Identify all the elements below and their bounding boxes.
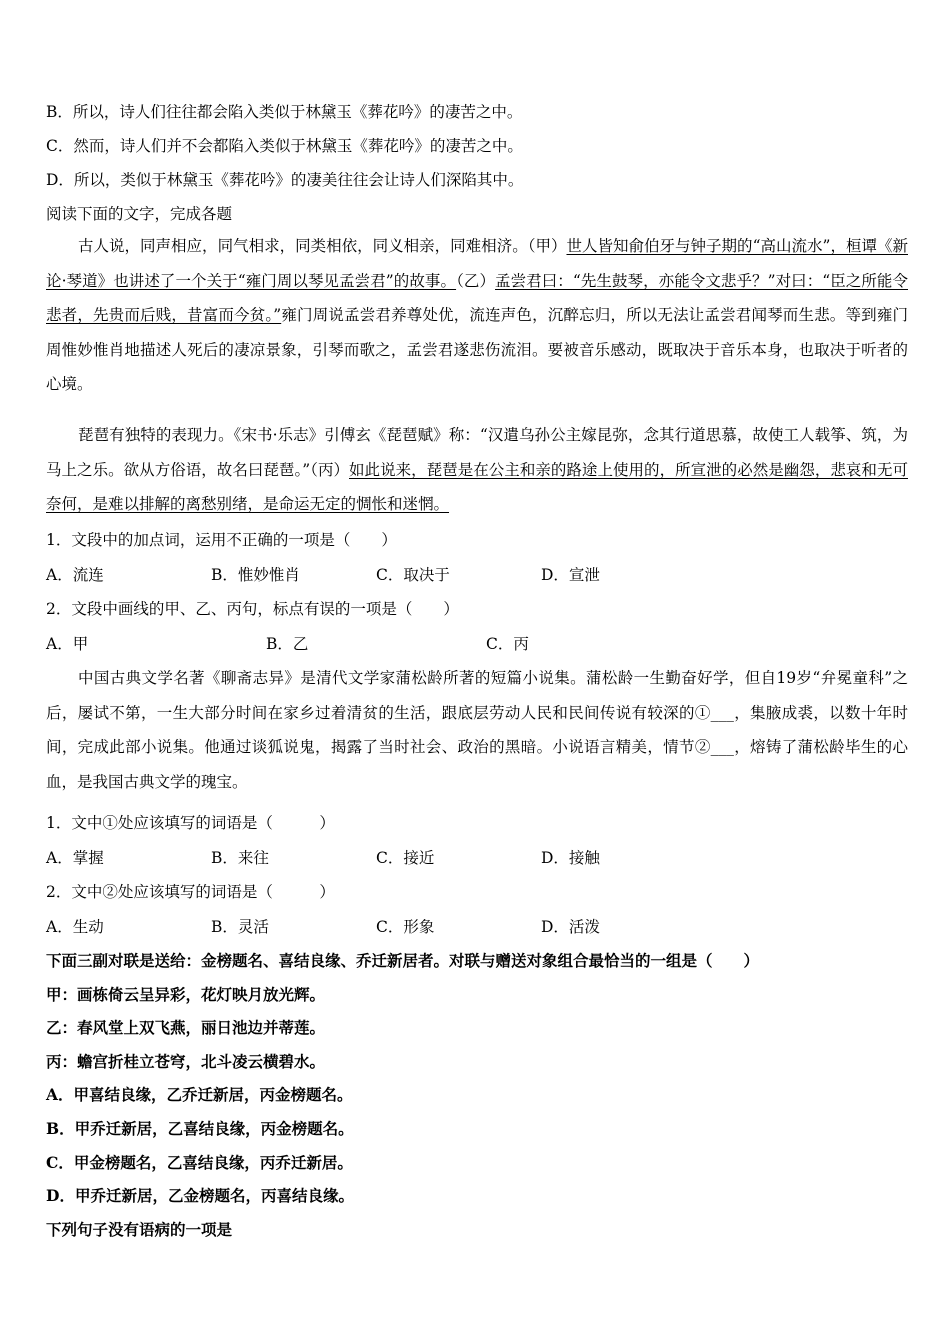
reading-q2-stem: 2．文段中画线的甲、乙、丙句，标点有误的一项是（ ） xyxy=(46,600,459,618)
reading-q1-stem: 1．文段中的加点词，运用不正确的一项是（ ） xyxy=(46,531,397,549)
couplets-option-c: C．甲金榜题名，乙喜结良缘，丙乔迁新居。 xyxy=(46,1153,353,1172)
liaozhai-q1-stem: 1．文中①处应该填写的词语是（ ） xyxy=(46,814,335,832)
couplet-yi: 乙：春风堂上双飞燕，丽日池边并蒂莲。 xyxy=(46,1018,326,1037)
option-d-text: D．所以，类似于林黛玉《葬花吟》的凄美往往会让诗人们深陷其中。 xyxy=(46,171,524,189)
underlined-sentence-jia: 世人皆知俞伯牙与钟子期的“高山流水”，桓谭《新论·琴道》也讲述了一个关于“雍门周以琴见孟尝君”的故事。 xyxy=(46,237,908,290)
liaozhai-q1-option-d: D．接触 xyxy=(541,849,600,867)
underlined-sentence-bing: 如此说来，琵琶是在公主和亲的路途上使用的，所宣泄的必然是幽怨，悲哀和无可奈何，是难以排解的离愁别绪，是命运无定的惆怅和迷惘。 xyxy=(46,460,908,513)
option-b-text: B．所以，诗人们往往都会陷入类似于林黛玉《葬花吟》的凄苦之中。 xyxy=(46,103,523,121)
couplets-option-a: A．甲喜结良缘，乙乔迁新居，丙金榜题名。 xyxy=(46,1085,353,1104)
reading-q1-option-d: D．宣泄 xyxy=(541,566,600,584)
reading-instruction: 阅读下面的文字，完成各题 xyxy=(46,205,233,223)
option-c-text: C．然而，诗人们并不会都陷入类似于林黛玉《葬花吟》的凄苦之中。 xyxy=(46,137,523,155)
reading-paragraph-1: 古人说，同声相应，同气相求，同类相依，同义相亲，同难相济。（甲）世人皆知俞伯牙与钟子期的“高山流水”，桓谭《新论·琴道》也讲述了一个关于“雍门周以琴见孟尝君”的故事。（乙）孟尝君曰：“先生鼓琴，亦能令文悲乎？”对曰：“臣之所能令悲者，先贵而后贱，昔富而今贫。”雍门周说孟尝君养尊处优，流连声色，沉醉忘归，所以无法让孟尝君闻琴而生悲。等到雍门周惟妙惟肖地描述人死后的凄凉景象，引琴而歌之，孟尝君遂悲伤流泪。要被音乐感动，既取决于音乐本身，也取决于听者的心境。 xyxy=(46,237,908,393)
reading-q1-option-a: A．流连 xyxy=(46,566,104,584)
liaozhai-passage: 中国古典文学名著《聊斋志异》是清代文学家蒲松龄所著的短篇小说集。蒲松龄一生勤奋好学，但自19岁“弁冕童科”之后，屡试不第，一生大部分时间在家乡过着清贫的生活，跟底层劳动人民和民间传说有较深的①___，集腋成裘，以数十年时间，完成此部小说集。他通过谈狐说鬼，揭露了当时社会、政治的黑暗。小说语言精美，情节②___，熔铸了蒲松龄毕生的心血，是我国古典文学的瑰宝。 xyxy=(46,669,908,791)
reading-q2-option-a: A．甲 xyxy=(46,635,89,653)
liaozhai-q2-stem: 2．文中②处应该填写的词语是（ ） xyxy=(46,883,335,901)
couplets-option-b: B．甲乔迁新居，乙喜结良缘，丙金榜题名。 xyxy=(46,1119,354,1138)
liaozhai-q2-option-d: D．活泼 xyxy=(541,918,600,936)
reading-q2-option-c: C．丙 xyxy=(486,635,529,653)
liaozhai-q1-option-b: B．来往 xyxy=(211,849,269,867)
grammar-question-stem: 下列句子没有语病的一项是 xyxy=(46,1220,233,1239)
couplet-bing: 丙：蟾宫折桂立苍穹，北斗凌云横碧水。 xyxy=(46,1052,326,1071)
liaozhai-q2-option-c: C．形象 xyxy=(376,918,435,936)
couplets-option-d: D．甲乔迁新居，乙金榜题名，丙喜结良缘。 xyxy=(46,1186,354,1205)
couplet-jia: 甲：画栋倚云呈异彩，花灯映月放光辉。 xyxy=(46,985,326,1004)
liaozhai-q2-option-b: B．灵活 xyxy=(211,918,269,936)
liaozhai-q1-option-a: A．掌握 xyxy=(46,849,104,867)
reading-q1-option-c: C．取决于 xyxy=(376,566,450,584)
liaozhai-q2-option-a: A．生动 xyxy=(46,918,104,936)
reading-q1-option-b: B．惟妙惟肖 xyxy=(211,566,300,584)
couplets-stem: 下面三副对联是送给：金榜题名、喜结良缘、乔迁新居者。对联与赠送对象组合最恰当的一组是（ ） xyxy=(46,951,760,970)
liaozhai-q1-option-c: C．接近 xyxy=(376,849,435,867)
underlined-sentence-yi: 孟尝君曰：“先生鼓琴，亦能令文悲乎？”对曰：“臣之所能令悲者，先贵而后贱，昔富而今贫。” xyxy=(46,271,908,324)
reading-q2-option-b: B．乙 xyxy=(266,635,309,653)
reading-paragraph-2: 琵琶有独特的表现力。《宋书·乐志》引傅玄《琵琶赋》称：“汉遣乌孙公主嫁昆弥，念其行道思慕，故使工人载筝、筑，为马上之乐。欲从方俗语，故名曰琵琶。”（丙）如此说来，琵琶是在公主和亲的路途上使用的，所宣泄的必然是幽怨，悲哀和无可奈何，是难以排解的离愁别绪，是命运无定的惆怅和迷惘。 xyxy=(46,426,908,513)
